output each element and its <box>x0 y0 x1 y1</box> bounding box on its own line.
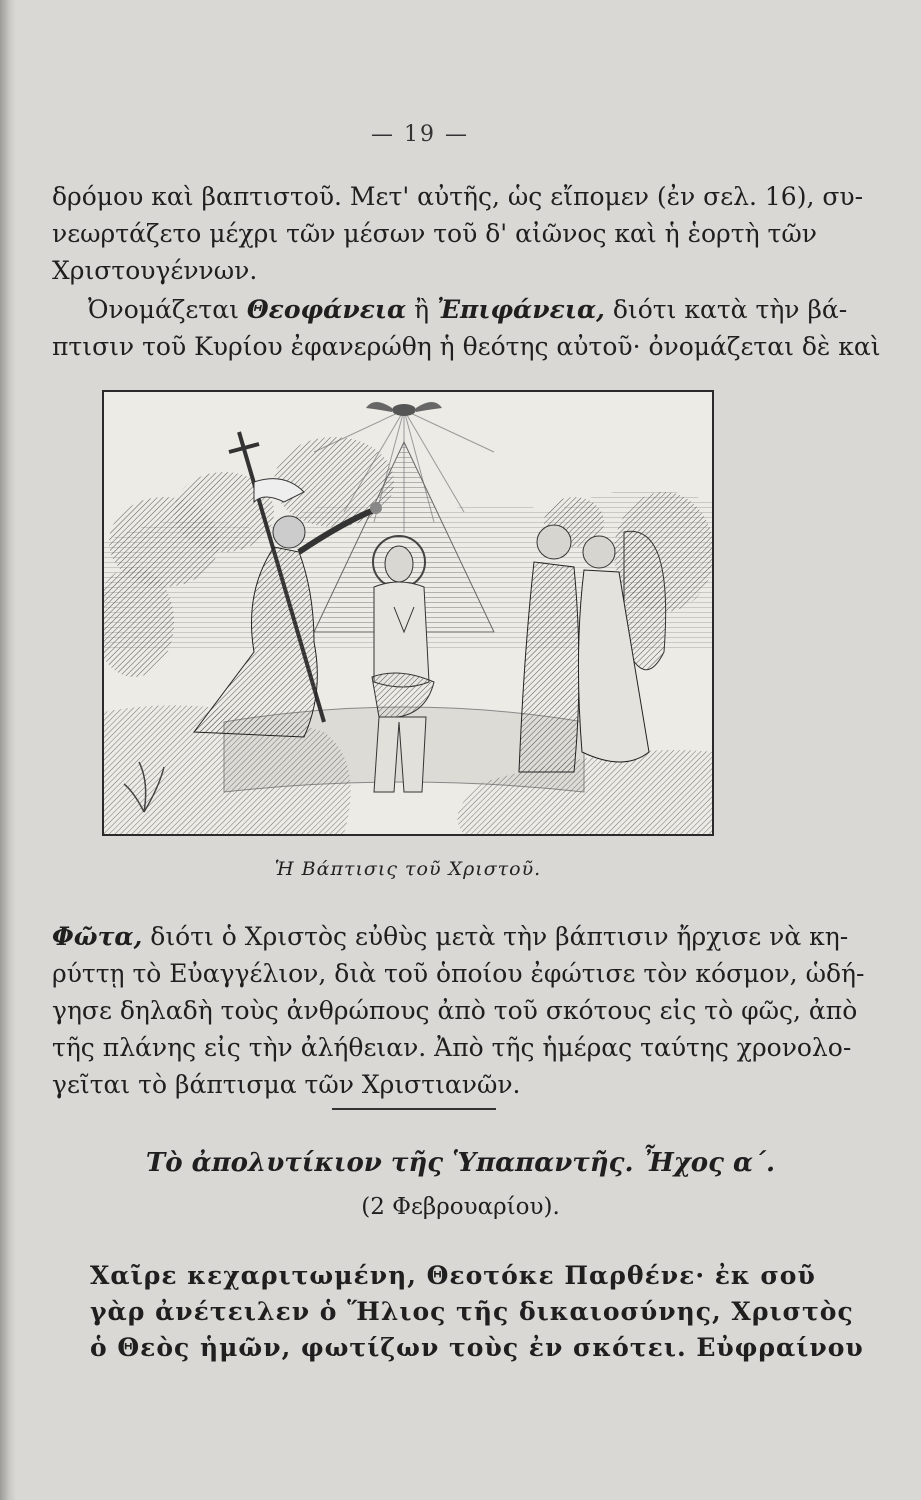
text-line: τῆς πλάνης εἰς τὴν ἀλήθειαν. Ἀπὸ τῆς ἡμέρας ταύτης χρονολο- <box>52 1033 852 1062</box>
illustration-caption: Ἡ Βάπτισις τοῦ Χριστοῦ. <box>274 858 542 880</box>
text-run: Ὀνομάζεται <box>88 295 247 324</box>
hymn-line: γὰρ ἀνέτειλεν ὁ Ἥλιος τῆς δικαιοσύνης, Χριστὸς <box>90 1297 854 1326</box>
page-number: — 19 — <box>371 122 469 147</box>
text-line <box>52 291 848 328</box>
hymn-line: ὁ Θεὸς ἡμῶν, φωτίζων τοὺς ἐν σκότει. Εὐφραίνου <box>90 1333 864 1362</box>
hymn-line: Χαῖρε κεχαριτωμένη, Θεοτόκε Παρθένε· ἐκ σοῦ <box>90 1261 816 1290</box>
term-epiphania: Ἐπιφάνεια, <box>437 295 605 324</box>
engraving-image <box>104 392 712 834</box>
text-run: διότι ὁ Χριστὸς εὐθὺς μετὰ τὴν βάπτισιν ἤρχισε νὰ κη- <box>142 922 849 951</box>
text-line <box>52 918 849 955</box>
paragraph-1 <box>52 178 864 289</box>
text-line: γεῖται τὸ βάπτισμα τῶν Χριστιανῶν. <box>52 1070 521 1099</box>
text-line: γησε δηλαδὴ τοὺς ἀνθρώπους ἀπὸ τοῦ σκότους εἰς τὸ φῶς, ἀπὸ <box>52 996 858 1025</box>
paragraph-2 <box>52 291 881 365</box>
term-fota: Φῶτα, <box>52 922 143 951</box>
text-run: διότι κατὰ τὴν βά- <box>604 295 848 324</box>
section-divider <box>332 1108 496 1110</box>
text-line: Χριστουγέννων. <box>52 256 258 285</box>
term-theophania: Θεοφάνεια <box>246 295 407 324</box>
hymn-title: Τὸ ἀπολυτίκιον τῆς Ὑπαπαντῆς. Ἦχος α΄. <box>145 1148 776 1178</box>
hymn-date: (2 Φεβρουαρίου). <box>361 1194 560 1220</box>
hymn-text <box>90 1258 864 1366</box>
text-line: ρύττῃ τὸ Εὐαγγέλιον, διὰ τοῦ ὁποίου ἐφώτισε τὸν κόσμον, ὡδή- <box>52 959 865 988</box>
text-run: ἢ <box>406 295 438 324</box>
text-line: πτισιν τοῦ Κυρίου ἐφανερώθη ἡ θεότης αὐτοῦ· ὀνομάζεται δὲ καὶ <box>52 332 881 361</box>
paragraph-3 <box>52 918 865 1103</box>
text-line: νεωρτάζετο μέχρι τῶν μέσων τοῦ δ' αἰῶνος καὶ ἡ ἑορτὴ τῶν <box>52 219 817 248</box>
text-line: δρόμου καὶ βαπτιστοῦ. Μετ' αὐτῆς, ὡς εἴπομεν (ἐν σελ. 16), συ- <box>52 182 864 211</box>
baptism-engraving <box>102 390 714 836</box>
